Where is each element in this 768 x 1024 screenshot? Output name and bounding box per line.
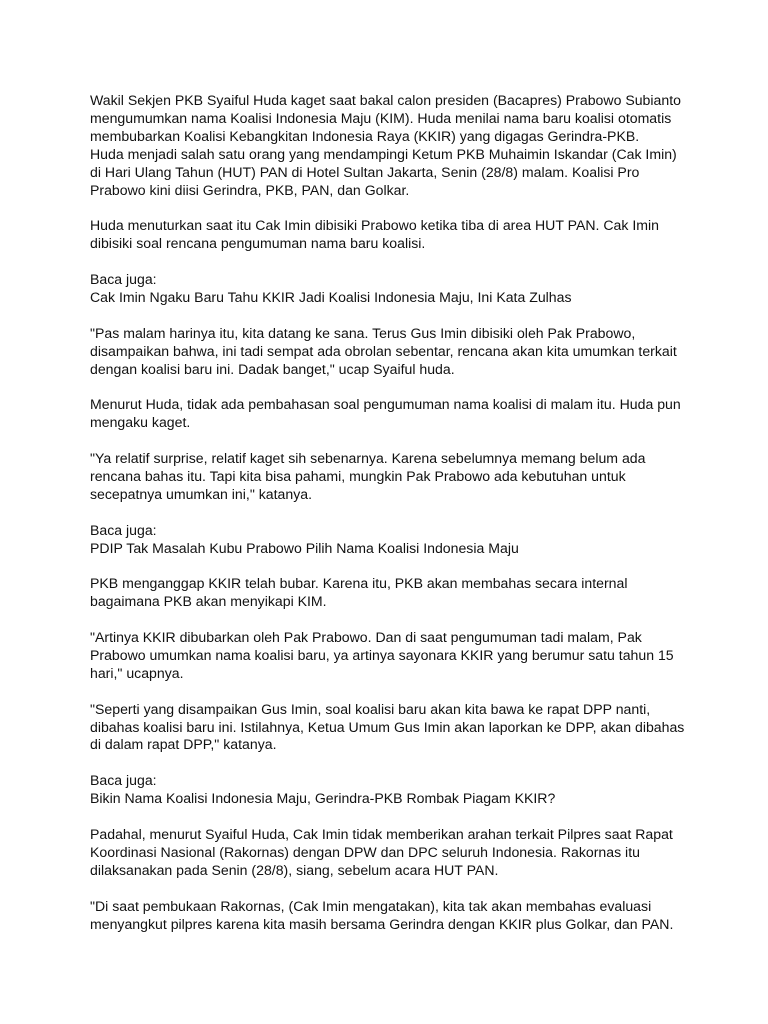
text-line: Wakil Sekjen PKB Syaiful Huda kaget saat bakal calon presiden (Bacapres) Prabowo Subianto [90,92,681,108]
text-line: Padahal, menurut Syaiful Huda, Cak Imin tidak memberikan arahan terkait Pilpres saat Rapat [90,825,673,842]
text-line: di Hari Ulang Tahun (HUT) PAN di Hotel Sultan Jakarta, Senin (28/8) malam. Koalisi Pro [90,163,640,180]
read-also-label: Baca juga: [90,521,157,538]
paragraph [90,325,686,379]
text-line: menyangkut pilpres karena kita masih bersama Gerindra dengan KKIR plus Golkar, dan PAN. [90,915,674,932]
paragraph [90,826,686,880]
text-line: mengumumkan nama Koalisi Indonesia Maju (KIM). Huda menilai nama baru koalisi otomatis [90,109,672,126]
paragraph [90,450,686,504]
text-line: di dalam rapat DPP," katanya. [90,736,277,753]
text-line: "Ya relatif surprise, relatif kaget sih sebenarnya. Karena sebelumnya memang belum ada [90,450,646,467]
paragraph [90,92,686,199]
text-line: hari," ucapnya. [90,664,184,681]
text-line: rencana bahas itu. Tapi kita bisa pahami, mungkin Pak Prabowo ada kebutuhan untuk [90,467,626,484]
text-line: "Seperti yang disampaikan Gus Imin, soal koalisi baru akan kita bawa ke rapat DPP nanti, [90,700,651,717]
paragraph [90,217,686,253]
text-line: Huda menjadi salah satu orang yang mendampingi Ketum PKB Muhaimin Iskandar (Cak Imin) [90,145,677,162]
read-also-block [90,522,686,558]
paragraph [90,629,686,683]
paragraph [90,396,686,432]
text-line: "Pas malam harinya itu, kita datang ke sana. Terus Gus Imin dibisiki oleh Pak Prabowo, [90,324,636,341]
text-line: disampaikan bahwa, ini tadi sempat ada obrolan sebentar, rencana akan kita umumkan terkait [90,342,677,359]
text-line: Koordinasi Nasional (Rakornas) dengan DPW dan DPC seluruh Indonesia. Rakornas itu [90,843,640,860]
read-also-title: Bikin Nama Koalisi Indonesia Maju, Gerindra-PKB Rombak Piagam KKIR? [90,790,556,807]
text-line: PKB menganggap KKIR telah bubar. Karena itu, PKB akan membahas secara internal [90,575,628,592]
text-line: dibisiki soal rencana pengumuman nama baru koalisi. [90,235,426,252]
read-also-block [90,772,686,808]
read-also-label: Baca juga: [90,271,157,288]
text-line: secepatnya umumkan ini," katanya. [90,485,313,502]
article-body [90,92,686,951]
text-line: Prabowo umumkan nama koalisi baru, ya artinya sayonara KKIR yang berumur satu tahun 15 [90,646,674,663]
read-also-label: Baca juga: [90,772,157,789]
text-line: Huda menuturkan saat itu Cak Imin dibisiki Prabowo ketika tiba di area HUT PAN. Cak Imin [90,217,659,234]
text-line: "Di saat pembukaan Rakornas, (Cak Imin mengatakan), kita tak akan membahas evaluasi [90,897,652,914]
text-line: dengan koalisi baru ini. Dadak banget," ucap Syaiful huda. [90,360,455,377]
text-line: membubarkan Koalisi Kebangkitan Indonesia Raya (KKIR) yang digagas Gerindra-PKB. [90,127,640,144]
text-line: Prabowo kini diisi Gerindra, PKB, PAN, dan Golkar. [90,181,410,198]
text-line: dibahas koalisi baru ini. Istilahnya, Ketua Umum Gus Imin akan laporkan ke DPP, akan dibahas [90,718,685,735]
text-line: bagaimana PKB akan menyikapi KIM. [90,593,327,610]
text-line: dilaksanakan pada Senin (28/8), siang, sebelum acara HUT PAN. [90,861,499,878]
paragraph [90,898,686,934]
text-line: mengaku kaget. [90,414,191,431]
read-also-block [90,271,686,307]
text-line: "Artinya KKIR dibubarkan oleh Pak Prabowo. Dan di saat pengumuman tadi malam, Pak [90,629,642,646]
read-also-title: PDIP Tak Masalah Kubu Prabowo Pilih Nama Koalisi Indonesia Maju [90,539,519,556]
paragraph [90,701,686,755]
read-also-title: Cak Imin Ngaku Baru Tahu KKIR Jadi Koalisi Indonesia Maju, Ini Kata Zulhas [90,288,572,305]
text-line: Menurut Huda, tidak ada pembahasan soal pengumuman nama koalisi di malam itu. Huda pun [90,396,681,413]
paragraph [90,575,686,611]
